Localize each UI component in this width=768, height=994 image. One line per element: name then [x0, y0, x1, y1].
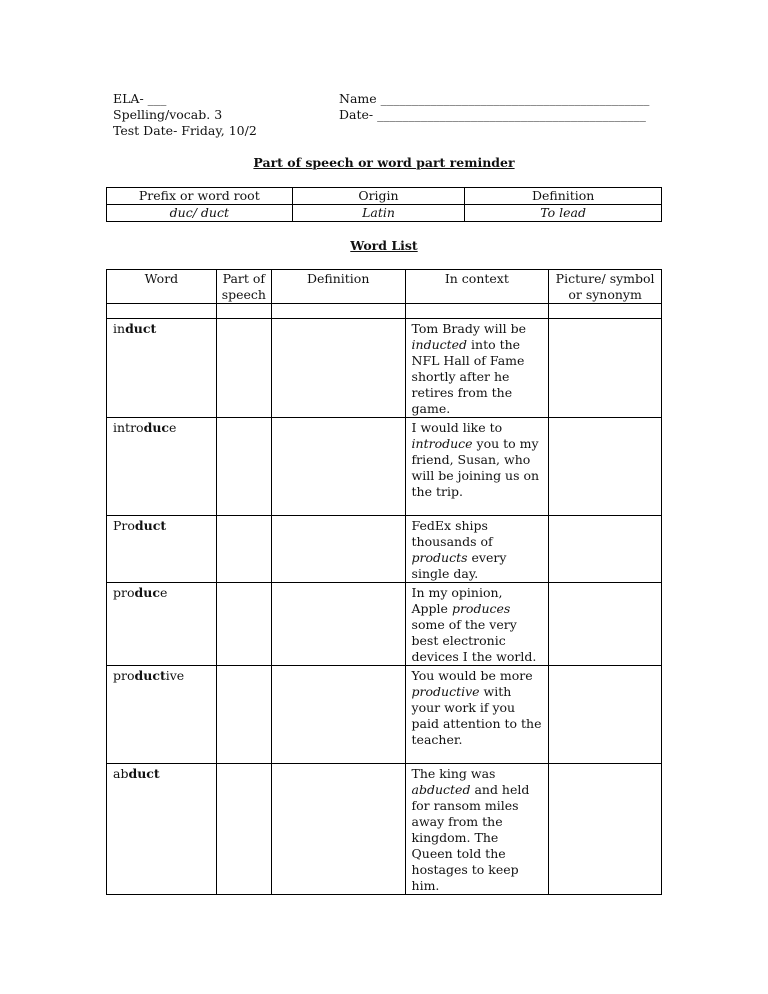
reminder-data-row — [107, 205, 662, 222]
header-left — [113, 91, 257, 139]
header-right — [339, 91, 649, 123]
context-text: with your work if you paid attention to the teacher. — [411, 684, 542, 747]
context-highlight-word: introduce — [411, 436, 473, 451]
spacer-cell — [405, 304, 549, 319]
table-row — [107, 418, 662, 516]
in-context-cell — [405, 666, 549, 764]
word-cell — [107, 319, 217, 418]
context-highlight-word: productive — [411, 684, 480, 699]
word-prefix: Pro — [113, 518, 135, 533]
in-context-column-header: In context — [405, 270, 549, 304]
reminder-title: Part of speech or word part reminder — [253, 155, 515, 170]
word-prefix: ab — [113, 766, 129, 781]
word-suffix: e — [159, 585, 168, 600]
reminder-header-cell: Definition — [465, 188, 662, 205]
picture-symbol-cell[interactable] — [549, 666, 662, 764]
table-row — [107, 319, 662, 418]
spacer-cell — [549, 304, 662, 319]
word-root: duct — [125, 321, 157, 336]
table-row — [107, 516, 662, 583]
table-row — [107, 583, 662, 666]
subject-line: Spelling/vocab. 3 — [113, 107, 223, 122]
word-column-header: Word — [107, 270, 217, 304]
date-field[interactable]: Date- ___________________________________________ — [339, 107, 646, 122]
reminder-data-cell: To lead — [465, 205, 662, 222]
context-text: The king was — [411, 766, 496, 781]
word-prefix: in — [113, 321, 126, 336]
picture-symbol-cell[interactable] — [549, 764, 662, 895]
word-cell — [107, 418, 217, 516]
word-root: duct — [134, 518, 167, 533]
context-text: I would like to — [411, 420, 503, 435]
context-highlight-word: produces — [451, 601, 511, 616]
reminder-header-row — [107, 188, 662, 205]
word-prefix: pro — [113, 668, 135, 683]
context-text: and held for ransom miles away from the kingdom. The Queen told the hostages to keep him. — [411, 782, 530, 893]
in-context-cell — [405, 319, 549, 418]
part-of-speech-cell[interactable] — [216, 418, 271, 516]
in-context-cell — [405, 764, 549, 895]
context-text: Tom Brady will be — [411, 321, 526, 336]
word-list-title: Word List — [350, 238, 418, 253]
word-list-table — [106, 269, 662, 895]
word-root: duc — [143, 420, 170, 435]
word-prefix: intro — [113, 420, 144, 435]
in-context-cell — [405, 418, 549, 516]
reminder-data-cell: duc/ duct — [107, 205, 293, 222]
table-row — [107, 764, 662, 895]
reminder-table — [106, 187, 662, 222]
context-text: into the NFL Hall of Fame shortly after he retires from the game. — [411, 337, 525, 416]
definition-cell[interactable] — [271, 418, 405, 516]
context-text: every single day. — [411, 550, 507, 581]
spacer-cell — [271, 304, 405, 319]
in-context-cell — [405, 516, 549, 583]
part-of-speech-cell[interactable] — [216, 666, 271, 764]
definition-column-header: Definition — [271, 270, 405, 304]
spacer-row — [107, 304, 662, 319]
word-suffix: ive — [165, 668, 185, 683]
context-text: some of the very best electronic devices I the world. — [411, 617, 537, 664]
word-list-header-row — [107, 270, 662, 304]
table-row — [107, 666, 662, 764]
context-highlight-word: abducted — [411, 782, 471, 797]
word-cell — [107, 583, 217, 666]
context-text: FedEx ships thousands of — [411, 518, 493, 549]
word-root: duc — [134, 585, 160, 600]
reminder-header-cell: Origin — [292, 188, 465, 205]
word-cell — [107, 666, 217, 764]
spacer-cell — [216, 304, 271, 319]
word-prefix: pro — [113, 585, 135, 600]
spacer-cell — [107, 304, 217, 319]
part-of-speech-column-header: Part of speech — [216, 270, 271, 304]
class-line: ELA- ___ — [113, 91, 167, 106]
definition-cell[interactable] — [271, 764, 405, 895]
picture-symbol-cell[interactable] — [549, 418, 662, 516]
test-date-line: Test Date- Friday, 10/2 — [113, 123, 257, 138]
context-text: you to my friend, Susan, who will be joining us on the trip. — [411, 436, 540, 499]
context-text: You would be more — [411, 668, 533, 683]
word-suffix: e — [169, 420, 177, 435]
picture-column-header: Picture/ symbol or synonym — [549, 270, 662, 304]
word-root: duct — [128, 766, 160, 781]
in-context-cell — [405, 583, 549, 666]
part-of-speech-cell[interactable] — [216, 319, 271, 418]
reminder-header-cell: Prefix or word root — [107, 188, 293, 205]
definition-cell[interactable] — [271, 666, 405, 764]
part-of-speech-cell[interactable] — [216, 583, 271, 666]
word-cell — [107, 764, 217, 895]
context-text: In my opinion, Apple — [411, 585, 503, 616]
part-of-speech-cell[interactable] — [216, 764, 271, 895]
context-highlight-word: products — [411, 550, 468, 565]
name-field[interactable]: Name ___________________________________________ — [339, 91, 650, 106]
definition-cell[interactable] — [271, 583, 405, 666]
context-highlight-word: inducted — [411, 337, 468, 352]
picture-symbol-cell[interactable] — [549, 319, 662, 418]
word-cell — [107, 516, 217, 583]
definition-cell[interactable] — [271, 516, 405, 583]
reminder-data-cell: Latin — [292, 205, 465, 222]
word-root: duct — [134, 668, 166, 683]
picture-symbol-cell[interactable] — [549, 516, 662, 583]
part-of-speech-cell[interactable] — [216, 516, 271, 583]
definition-cell[interactable] — [271, 319, 405, 418]
picture-symbol-cell[interactable] — [549, 583, 662, 666]
